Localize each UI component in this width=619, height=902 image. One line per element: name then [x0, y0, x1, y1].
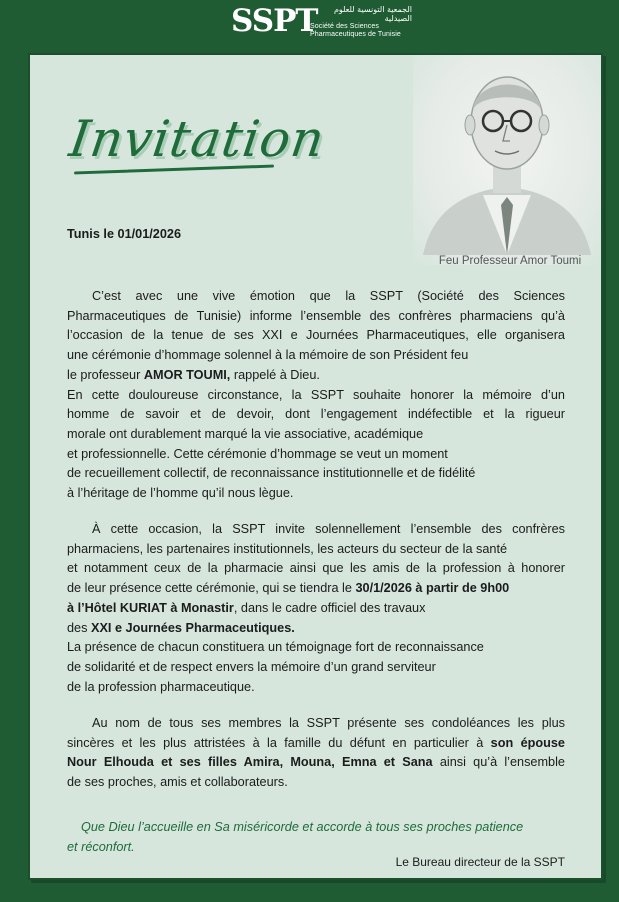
p1-line: Pharmaceutiques de Tunisie) informe l’ensemble des confrères pharmaciens qu’à	[67, 308, 565, 323]
paragraph-1	[67, 287, 565, 504]
p2-line: de solidarité et de respect envers la mémoire d’un grand serviteur	[67, 659, 436, 674]
event-datetime: 30/1/2026 à partir de 9h00	[355, 581, 510, 596]
signature: Le Bureau directeur de la SSPT	[395, 855, 565, 869]
p1-line: morale ont durablement marqué la vie associative, académique	[67, 426, 424, 441]
event-venue: à l’Hôtel KURIAT à Monastir	[67, 600, 234, 615]
p1-line: à l’héritage de l’homme qu’il nous lègue.	[67, 486, 294, 501]
paragraph-3	[67, 714, 565, 793]
portrait-image	[413, 55, 601, 265]
p1-line: une cérémonie d’hommage solennel à la mémoire de son Président feu	[67, 348, 469, 363]
p1-line: En cette douloureuse circonstance, la SSPT souhaite honorer la mémoire d’un	[67, 387, 565, 402]
logo-french-line2: Pharmaceutiques de Tunisie	[310, 31, 401, 38]
p1-line: et professionnelle. Cette cérémonie d’hommage se veut un moment	[67, 446, 448, 461]
paragraph-2	[67, 520, 565, 697]
honoree-name: AMOR TOUMI,	[143, 367, 231, 382]
family-names: Nour Elhouda et ses filles Amira, Mouna, Emna et Sana	[67, 755, 433, 770]
closing-line: et réconfort.	[67, 839, 135, 854]
p1-line: homme de savoir et de devoir, dont l’engagement indéfectible et la rigueur	[67, 407, 565, 422]
closing-line: Que Dieu l’accueille en Sa miséricorde et accorde à tous ses proches patience	[81, 820, 524, 834]
closing-prayer	[67, 818, 567, 857]
p3-line: sincères et les plus attristées à la famille du défunt en particulier à son épouse	[67, 735, 565, 750]
p2-line: de la profession pharmaceutique.	[67, 679, 255, 694]
logo-french-name	[310, 23, 420, 39]
logo-french-line1: Société des Sciences	[310, 23, 379, 30]
p1-line: C’est avec une vive émotion que la SSPT (Société des Sciences	[92, 289, 565, 303]
p1-line: l’occasion de la tenue de ses XXI e Journées Pharmaceutiques, elle organisera	[67, 328, 565, 343]
p1-line: de recueillement collectif, de reconnaissance institutionnelle et de fidélité	[67, 466, 476, 481]
p2-line: et notamment ceux de la pharmacie ainsi que les amis de la profession à honorer	[67, 561, 565, 576]
header	[0, 0, 619, 50]
p2-line: des XXI e Journées Pharmaceutiques.	[67, 620, 295, 635]
p2-line: pharmaciens, les partenaires institutionnels, les acteurs du secteur de la santé	[67, 541, 508, 556]
p3-line: Au nom de tous ses membres la SSPT présente ses condoléances les plus	[92, 716, 565, 730]
family-names: son épouse	[490, 735, 565, 750]
portrait-caption: Feu Professeur Amor Toumi	[438, 255, 582, 267]
invitation-title: Invitation	[65, 110, 329, 168]
sspt-logo: SSPT	[231, 3, 318, 39]
invitation-card	[28, 53, 603, 880]
p2-line: à l’Hôtel KURIAT à Monastir, dans le cadre officiel des travaux	[67, 600, 426, 615]
p2-line: À cette occasion, la SSPT invite solennellement l’ensemble des confrères	[92, 522, 565, 536]
p3-line: de ses proches, amis et collaborateurs.	[67, 775, 288, 790]
p1-line: le professeur AMOR TOUMI, rappelé à Dieu.	[67, 367, 320, 382]
event-name: XXI e Journées Pharmaceutiques.	[90, 620, 295, 635]
p2-line: La présence de chacun constituera un témoignage fort de reconnaissance	[67, 640, 484, 655]
p3-line: Nour Elhouda et ses filles Amira, Mouna, Emna et Sana ainsi qu’à l’ensemble	[67, 755, 565, 770]
p2-line: de leur présence cette cérémonie, qui se tiendra le 30/1/2026 à partir de 9h00	[67, 581, 510, 596]
document-date: Tunis le 01/01/2026	[67, 227, 182, 241]
logo-arabic-name: الجمعية التونسية للعلوم الصيدلية	[333, 5, 412, 23]
